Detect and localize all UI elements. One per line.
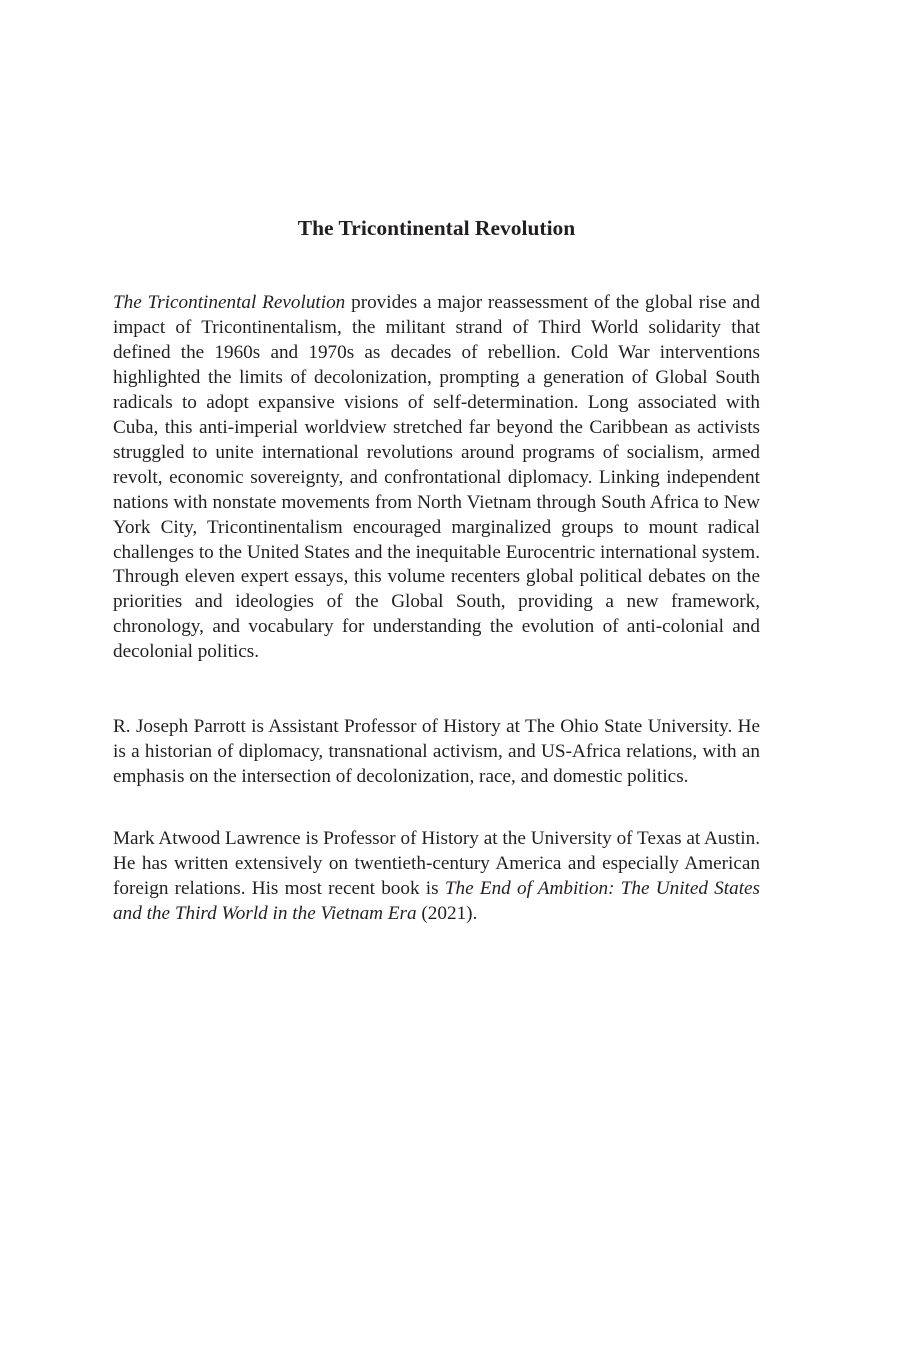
bio-lawrence-year: (2021). — [416, 902, 478, 924]
book-description — [113, 291, 760, 665]
bio-lawrence-text: Mark Atwood Lawrence is Professor of History at the University of Texas at Austin. He has written extensively on twentieth-century America and especially American foreign relations. His most recent book is — [113, 828, 760, 899]
description-text: provides a major reassessment of the global rise and impact of Tricontinentalism, the militant strand of Third World solidarity that defined the 1960s and 1970s as decades of rebellion. Cold War interventions highlighted the limits of decolonization, prompting a generation of Global South radicals to adopt expansive visions of self-determination. Long associated with Cuba, this anti-imperial worldview stretched far beyond the Caribbean as activists struggled to unite international revolutions around programs of socialism, armed revolt, economic sovereignty, and confrontational diplomacy. Linking independent nations with nonstate movements from North Vietnam through South Africa to New York City, Tricontinentalism encouraged marginalized groups to mount radical challenges to the United States and the inequitable Eurocentric international system. Through eleven expert essays, this volume recenters global political debates on the priorities and ideologies of the Global South, providing a new framework, chronology, and vocabulary for understanding the evolution of anti-colonial and decolonial politics. — [113, 292, 760, 663]
author-bio-lawrence — [113, 827, 760, 927]
author-bio-parrott: R. Joseph Parrott is Assistant Professor of History at The Ohio State University. He is a historian of diplomacy, transnational activism, and US-Africa relations, with an emphasis on the intersection of decolonization, race, and domestic politics. — [113, 716, 760, 787]
recent-book-title: The End of Ambition: The United States and the Third World in the Vietnam Era — [113, 877, 761, 924]
book-title-italic: The Tricontinental Revolution — [113, 292, 346, 313]
page-title: The Tricontinental Revolution — [297, 216, 576, 240]
